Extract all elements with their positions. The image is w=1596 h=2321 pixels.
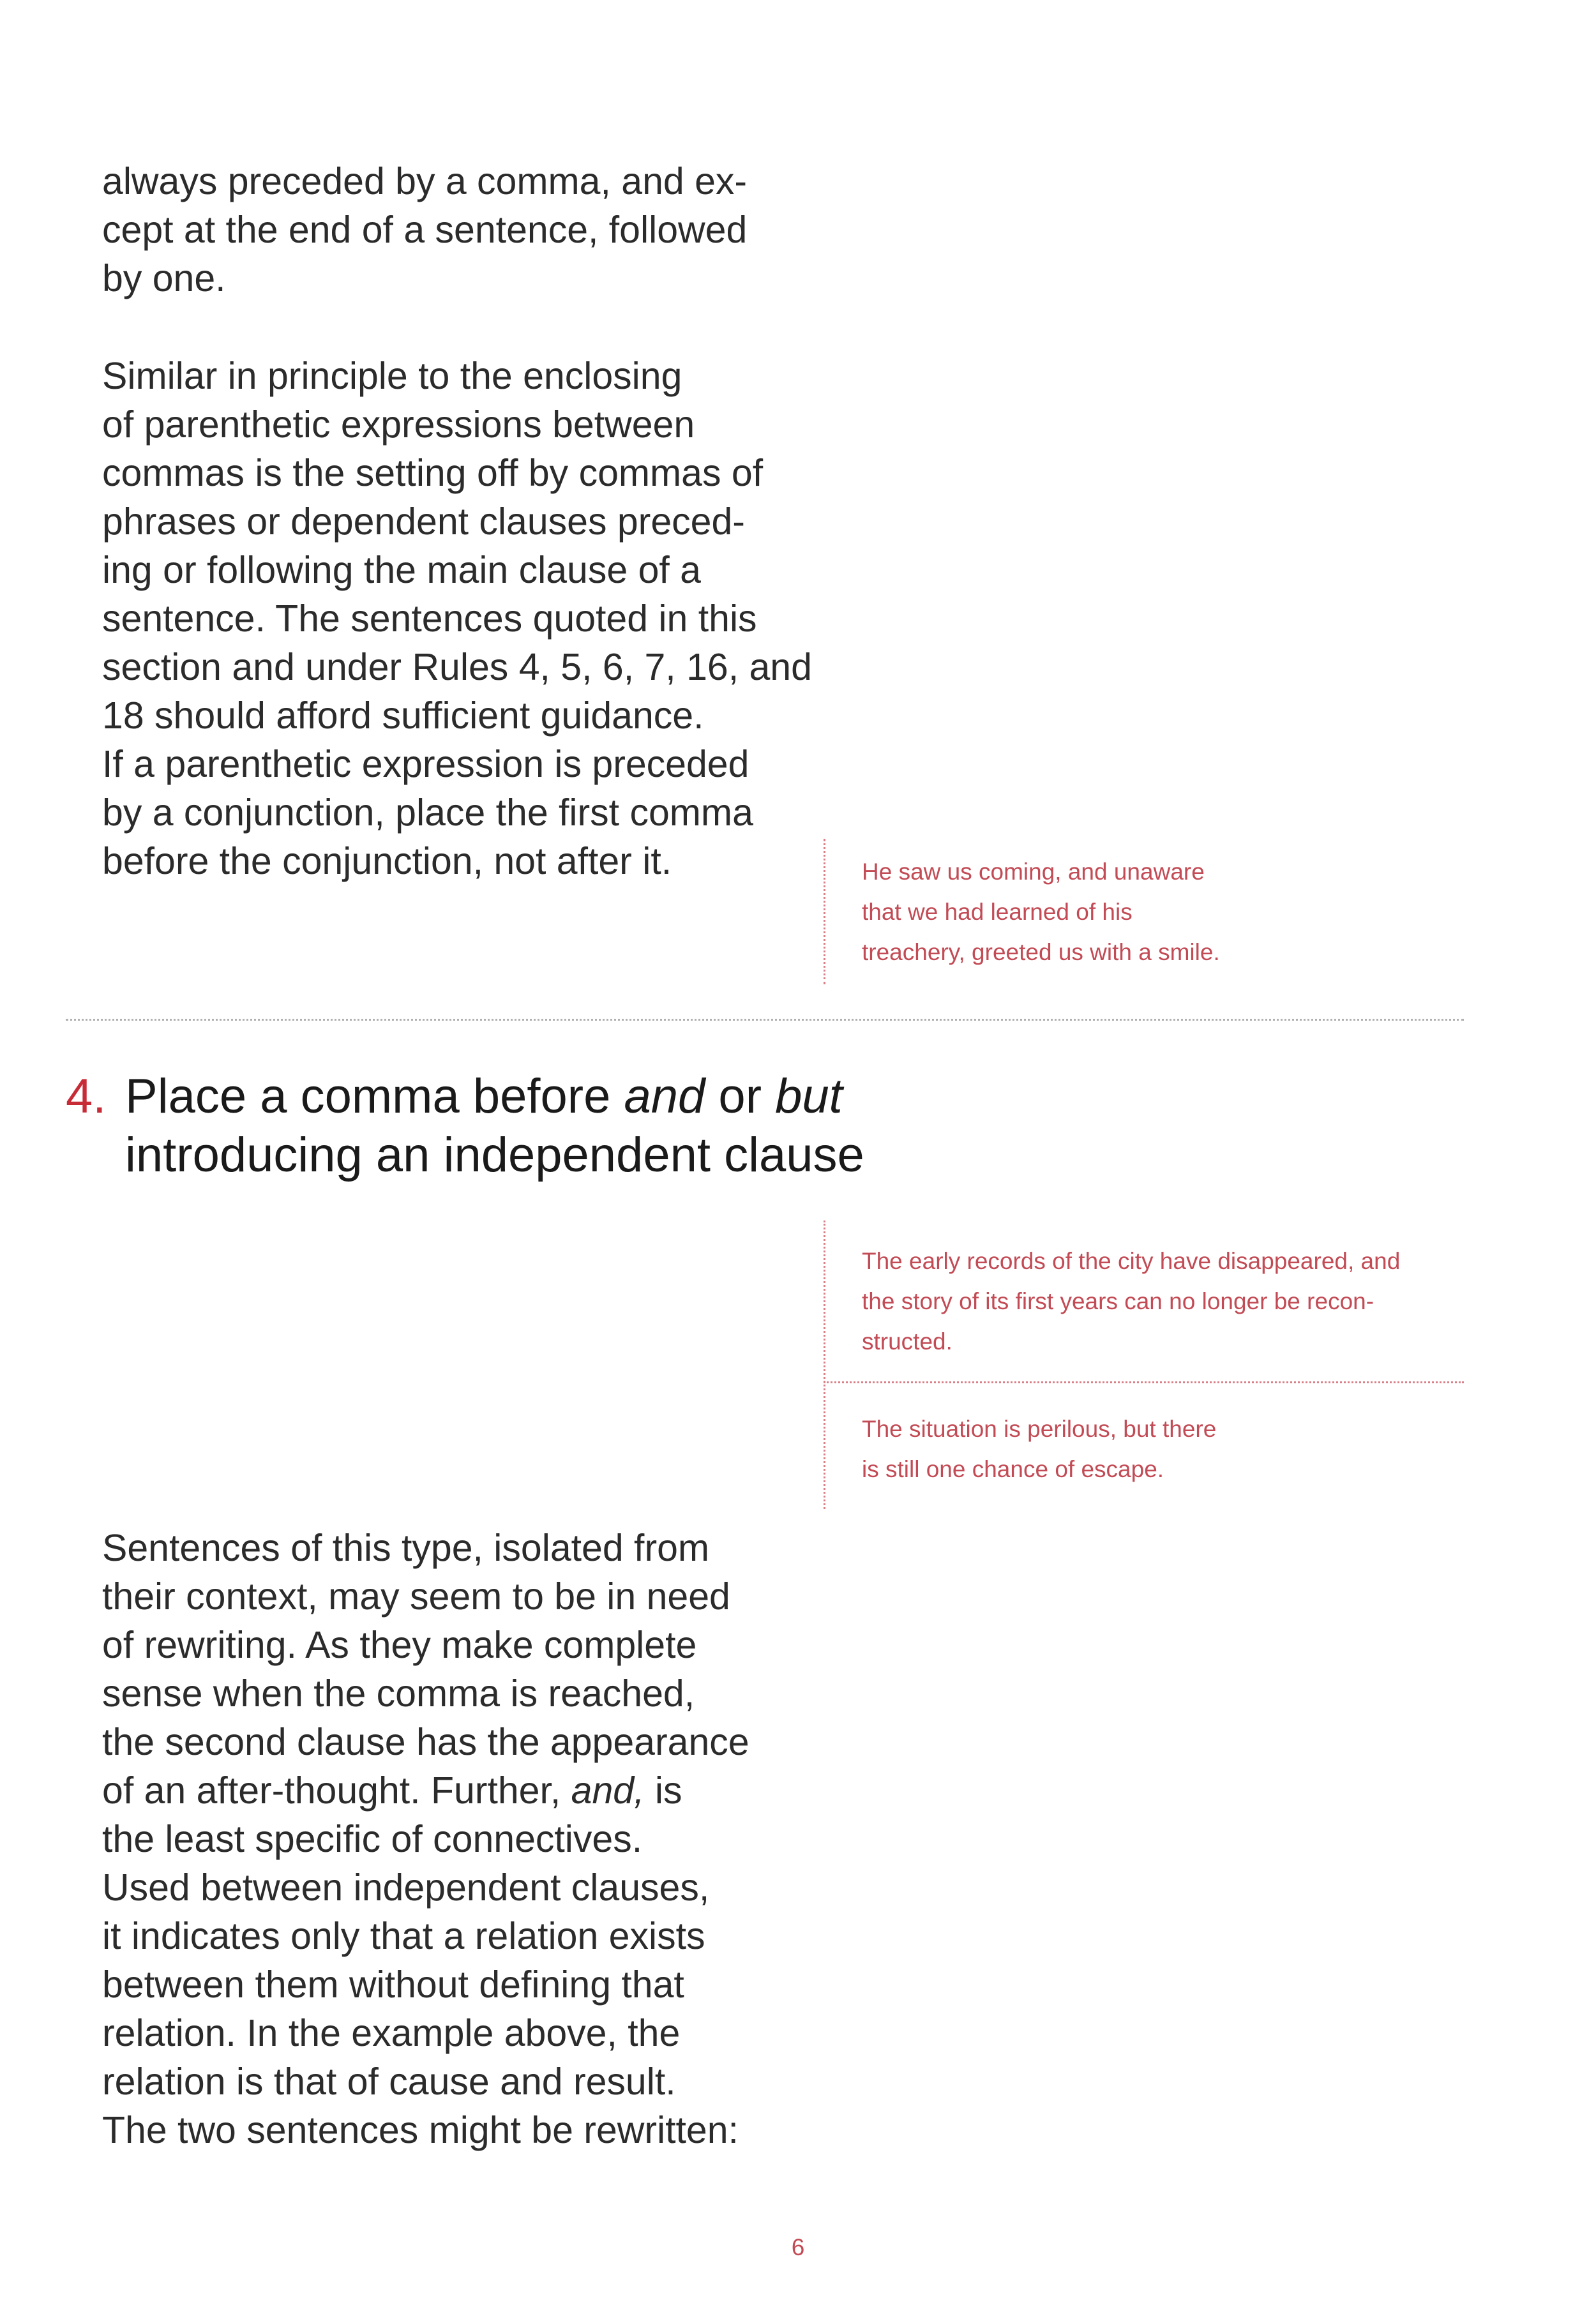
text-line: cept at the end of a sentence, followed bbox=[102, 209, 748, 251]
text-line: always preceded by a comma, and ex- bbox=[102, 160, 748, 202]
second-paragraph bbox=[102, 352, 812, 885]
example-line: He saw us coming, and unaware bbox=[862, 859, 1205, 885]
example-line: The situation is perilous, but there bbox=[862, 1416, 1217, 1442]
rule-heading-line-1 bbox=[125, 1067, 864, 1126]
text-line: Similar in principle to the enclosing bbox=[102, 355, 682, 397]
heading-text: or bbox=[705, 1069, 776, 1123]
text-line: between them without defining that bbox=[102, 1964, 684, 2006]
section-divider bbox=[66, 1019, 1464, 1021]
example-line: that we had learned of his bbox=[862, 899, 1133, 925]
text-line: Sentences of this type, isolated from bbox=[102, 1527, 710, 1569]
text-line: sense when the comma is reached, bbox=[102, 1672, 695, 1715]
example-1-divider bbox=[824, 839, 825, 984]
example-3 bbox=[862, 1409, 1216, 1489]
text-line: the second clause has the appearance bbox=[102, 1721, 749, 1763]
text-line: If a parenthetic expression is preceded bbox=[102, 743, 749, 785]
text-line: sentence. The sentences quoted in this bbox=[102, 597, 757, 640]
text-line: section and under Rules 4, 5, 6, 7, 16, and bbox=[102, 646, 812, 688]
text-line: ing or following the main clause of a bbox=[102, 549, 701, 591]
text-line: of rewriting. As they make complete bbox=[102, 1624, 697, 1666]
text-line: relation is that of cause and result. bbox=[102, 2061, 676, 2103]
text-line: the least specific of connectives. bbox=[102, 1818, 643, 1860]
rule-heading bbox=[66, 1067, 864, 1185]
text-line: relation. In the example above, the bbox=[102, 2012, 681, 2054]
text-line: before the conjunction, not after it. bbox=[102, 840, 672, 882]
text-line: of parenthetic expressions between bbox=[102, 403, 695, 446]
text-line bbox=[102, 1766, 749, 1815]
heading-emphasis: and bbox=[624, 1069, 705, 1123]
third-paragraph bbox=[102, 1524, 749, 2154]
text-line: commas is the setting off by commas of bbox=[102, 452, 764, 494]
text-run: of an after-thought. Further, bbox=[102, 1769, 571, 1812]
text-line: phrases or dependent clauses preced- bbox=[102, 500, 745, 543]
text-line: The two sentences might be rewritten: bbox=[102, 2109, 739, 2151]
example-line: the story of its first years can no longer be recon- bbox=[862, 1288, 1374, 1314]
heading-text: Place a comma before bbox=[125, 1069, 624, 1123]
text-line: it indicates only that a relation exists bbox=[102, 1915, 705, 1957]
example-1 bbox=[862, 852, 1220, 972]
page-number: 6 bbox=[791, 2234, 805, 2260]
examples-divider bbox=[824, 1221, 825, 1509]
example-line: The early records of the city have disappeared, and bbox=[862, 1248, 1401, 1274]
rule-heading-line-2: introducing an independent clause bbox=[125, 1128, 864, 1182]
top-paragraph bbox=[102, 157, 747, 303]
example-line: treachery, greeted us with a smile. bbox=[862, 939, 1220, 965]
text-line: their context, may seem to be in need bbox=[102, 1575, 730, 1618]
example-2 bbox=[862, 1241, 1400, 1362]
text-line: 18 should afford sufficient guidance. bbox=[102, 695, 704, 737]
text-emphasis: and, bbox=[571, 1769, 645, 1812]
example-separator bbox=[824, 1381, 1464, 1383]
rule-number: 4. bbox=[66, 1069, 107, 1123]
text-line: Used between independent clauses, bbox=[102, 1867, 710, 1909]
text-line: by one. bbox=[102, 257, 226, 299]
example-line: structed. bbox=[862, 1328, 952, 1355]
text-run: is bbox=[644, 1769, 682, 1812]
example-line: is still one chance of escape. bbox=[862, 1456, 1164, 1482]
heading-emphasis: but bbox=[775, 1069, 843, 1123]
text-line: by a conjunction, place the first comma bbox=[102, 792, 753, 834]
